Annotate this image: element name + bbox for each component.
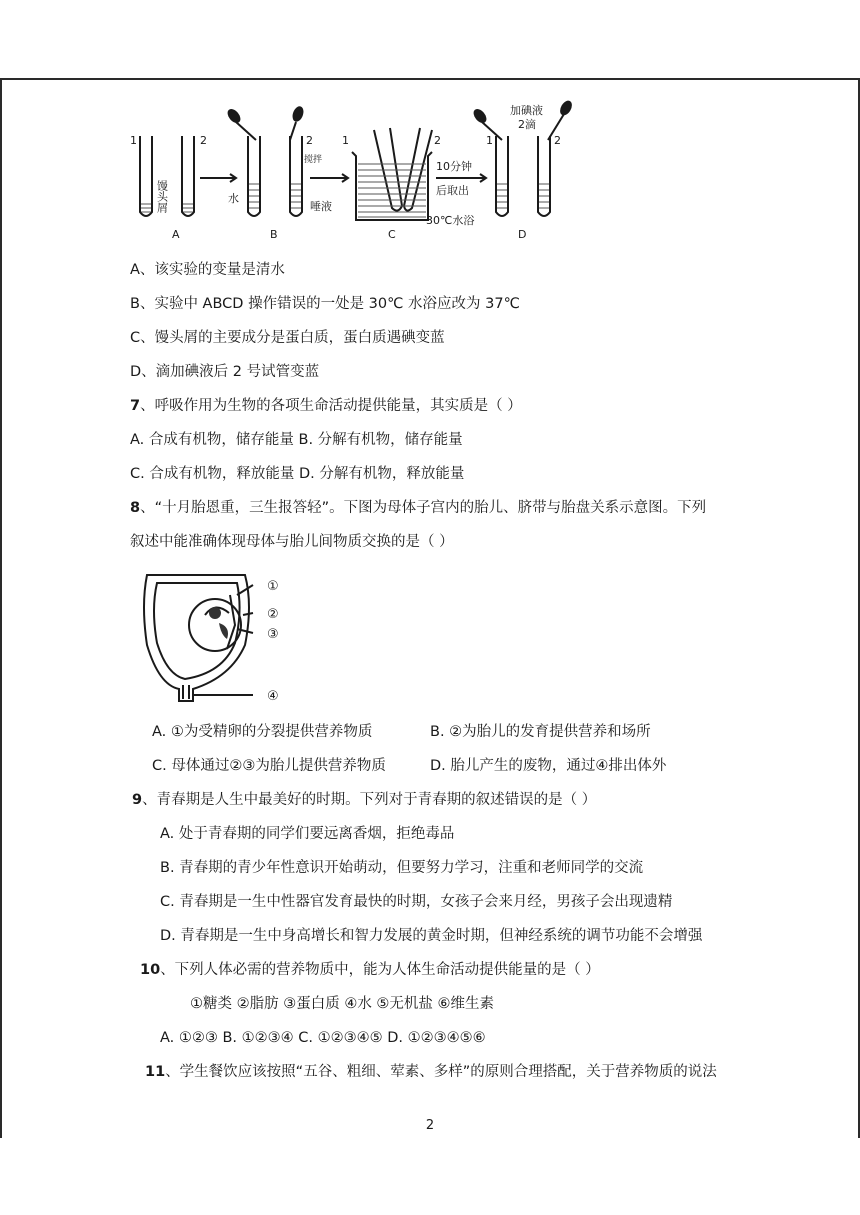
q8-number: 8 <box>130 500 141 516</box>
q6-option-b: B、实验中 ABCD 操作错误的一处是 30℃ 水浴应改为 37℃ <box>130 296 520 312</box>
q6-option-c: C、馒头屑的主要成分是蛋白质，蛋白质遇碘变蓝 <box>130 330 445 346</box>
fig1-mantou-label: 馒头屑 <box>155 180 169 213</box>
uterus-figure <box>135 565 305 710</box>
fig1-tube1-label-a: 1 <box>130 134 137 147</box>
q7-stem-text: 、呼吸作用为生物的各项生命活动提供能量，其实质是（ ） <box>140 398 522 414</box>
q7-number: 7 <box>130 398 141 414</box>
q9-stem-text: 、青春期是人生中最美好的时期。下列对于青春期的叙述错误的是（ ） <box>142 792 597 808</box>
uterus-label-1: ① <box>267 579 279 594</box>
q10-stem <box>140 960 600 980</box>
q8-option-b: B. ②为胎儿的发育提供营养和场所 <box>430 724 651 740</box>
fig1-label-c: C <box>388 228 396 241</box>
fig1-label-d: D <box>518 228 527 241</box>
q9-stem <box>132 790 596 810</box>
q8-stem-text: 、“十月胎恩重，三生报答轻”。下图为母体子宫内的胎儿、脐带与胎盘关系示意图。下列 <box>140 500 707 516</box>
q7-stem <box>130 396 522 416</box>
page-number: 2 <box>425 1118 435 1133</box>
fig1-drops-label: 2滴 <box>518 118 536 131</box>
q10-options: A. ①②③ B. ①②③④ C. ①②③④⑤ D. ①②③④⑤⑥ <box>160 1030 486 1046</box>
q8-stem-line2: 叙述中能准确体现母体与胎儿间物质交换的是（ ） <box>130 534 454 550</box>
q7-options-row2: C. 合成有机物，释放能量 D. 分解有机物，释放能量 <box>130 466 465 482</box>
fig1-tube2-label-c: 2 <box>434 134 441 147</box>
fig1-water-label: 水 <box>228 192 239 205</box>
q9-option-b: B. 青春期的青少年性意识开始萌动，但要努力学习，注重和老师同学的交流 <box>160 860 644 876</box>
q10-number: 10 <box>140 962 161 978</box>
fig1-tube2-label-b: 2 <box>306 134 313 147</box>
q8-option-a: A. ①为受精卵的分裂提供营养物质 <box>152 724 373 740</box>
q11-stem-text: 、学生餐饮应该按照“五谷、粗细、荤素、多样”的原则合理搭配，关于营养物质的说法 <box>165 1064 717 1080</box>
q9-option-d: D. 青春期是一生中身高增长和智力发展的黄金时期，但神经系统的调节功能不会增强 <box>160 928 703 944</box>
q6-option-d: D、滴加碘液后 2 号试管变蓝 <box>130 364 320 380</box>
uterus-label-3: ③ <box>267 627 279 642</box>
fig1-takeout-label: 后取出 <box>436 184 469 197</box>
fig1-tube2-label-d: 2 <box>554 134 561 147</box>
page-top-border <box>0 78 860 80</box>
fig1-label-b: B <box>270 228 278 241</box>
q10-items: ①糖类 ②脂肪 ③蛋白质 ④水 ⑤无机盐 ⑥维生素 <box>190 996 495 1012</box>
fig1-label-a: A <box>172 228 180 241</box>
q9-option-a: A. 处于青春期的同学们要远离香烟，拒绝毒品 <box>160 826 455 842</box>
fig1-bath-label: 30℃水浴 <box>426 214 475 227</box>
q11-number: 11 <box>145 1064 166 1080</box>
q8-option-d: D. 胎儿产生的废物，通过④排出体外 <box>430 758 667 774</box>
fig1-iodine-label: 加碘液 <box>510 104 543 117</box>
fig1-saliva-label: 唾液 <box>310 200 332 213</box>
q9-option-c: C. 青春期是一生中性器官发育最快的时期，女孩子会来月经，男孩子会出现遗精 <box>160 894 673 910</box>
fig1-tube1-label-d: 1 <box>486 134 493 147</box>
fig1-time-label: 10分钟 <box>436 160 472 173</box>
uterus-label-4: ④ <box>267 689 279 704</box>
q8-stem-line1 <box>130 498 706 518</box>
q9-number: 9 <box>132 792 143 808</box>
q8-option-c: C. 母体通过②③为胎儿提供营养物质 <box>152 758 386 774</box>
fig1-tube1-label-c: 1 <box>342 134 349 147</box>
q10-stem-text: 、下列人体必需的营养物质中，能为人体生命活动提供能量的是（ ） <box>160 962 600 978</box>
fig1-stir-label: 搅拌 <box>304 155 323 165</box>
q11-stem <box>145 1062 717 1082</box>
fig1-tube2-label-a: 2 <box>200 134 207 147</box>
page-left-border <box>0 80 2 1138</box>
q6-option-a: A、该实验的变量是清水 <box>130 262 285 278</box>
q7-options-row1: A. 合成有机物，储存能量 B. 分解有机物，储存能量 <box>130 432 463 448</box>
uterus-label-2: ② <box>267 607 279 622</box>
experiment-figure <box>120 100 580 242</box>
